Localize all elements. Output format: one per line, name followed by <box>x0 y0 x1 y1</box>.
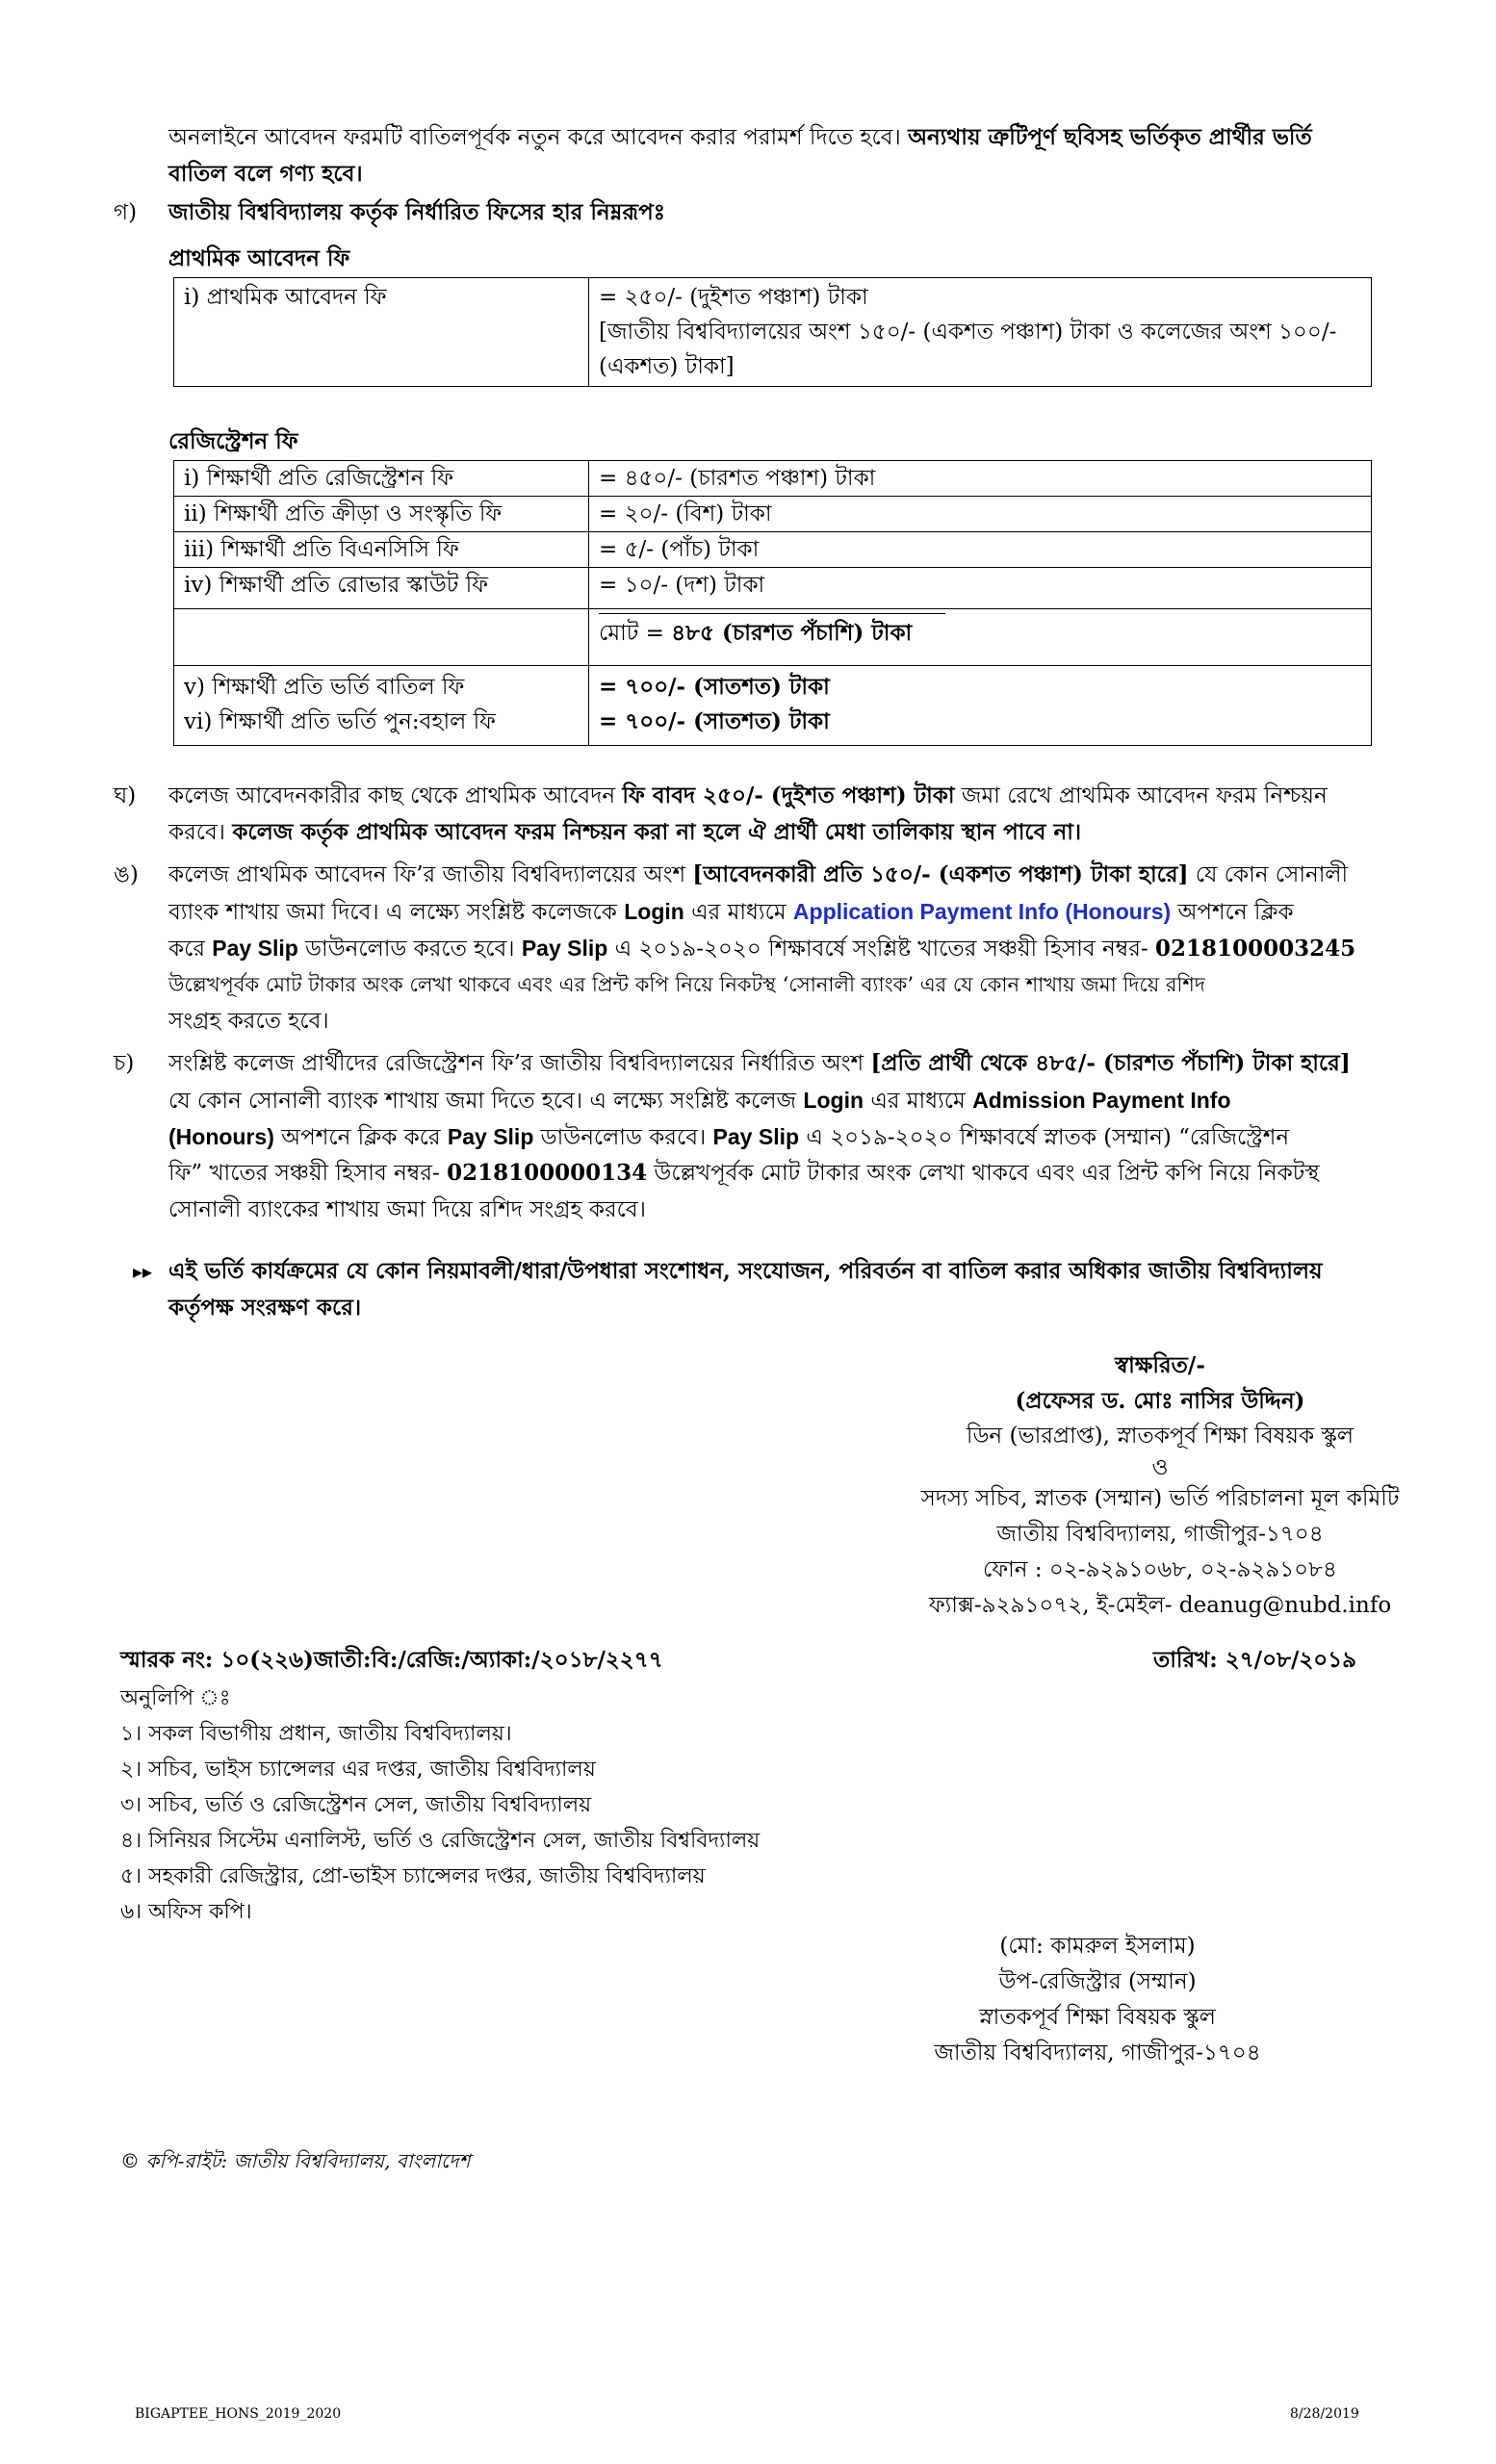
intro-line-1 <box>168 119 1381 156</box>
item-uma-line-4: উল্লেখপূর্বক মোট টাকার অংক লেখা থাকবে এবং এর প্রিন্ট কপি নিয়ে নিকটস্থ ‘সোনালী ব্যাংক’ এর যে কোন শাখায় জমা দিয়ে রশিদ <box>168 973 1205 996</box>
text-span: কলেজ আবেদনকারীর কাছ থেকে প্রাথমিক আবেদন <box>168 783 623 808</box>
registration-total-value: ৪৮৫ (চারশত পঁচাশি) টাকা <box>671 620 913 646</box>
notice-line-1: এই ভর্তি কার্যক্রমের যে কোন নিয়মাবলী/ধারা/উপধারা সংশোধন, সংযোজন, পরিবর্তন বা বাতিল করার অধিকার জাতীয় বিশ্ববিদ্যালয় <box>168 1258 1323 1284</box>
cc-item: ৩। সচিব, ভর্তি ও রেজিস্ট্রেশন সেল, জাতীয় বিশ্ববিদ্যালয় <box>120 1793 592 1817</box>
member-secretary-title: সদস্য সচিব, স্নাতক (সম্মান) ভর্তি পরিচালনা মূল কমিটি <box>920 1486 1400 1511</box>
cancel-fee-value: = ৭০০/- (সাতশত) টাকা <box>599 674 830 700</box>
pay-slip-text: Pay Slip <box>712 1124 800 1149</box>
admission-payment-info-text: Admission Payment Info <box>972 1088 1231 1113</box>
cc-item: ৫। সহকারী রেজিস্ট্রার, প্রো-ভাইস চ্যান্সেলর দপ্তর, জাতীয় বিশ্ববিদ্যালয় <box>120 1864 706 1888</box>
text-span: অপশনে ক্লিক <box>1171 900 1294 925</box>
double-arrow-icon: ▸▸ <box>133 1260 153 1283</box>
text-span: ডাউনলোড করবে। <box>533 1125 713 1150</box>
login-text: Login <box>803 1088 864 1113</box>
cc-item: ২। সচিব, ভাইস চ্যান্সেলর এর দপ্তর, জাতীয় বিশ্ববিদ্যালয় <box>120 1758 596 1782</box>
registrar-name: (মো: কামরুল ইসলাম) <box>999 1934 1196 1959</box>
item-cha-marker: চ) <box>114 1051 135 1076</box>
honours-text: (Honours) <box>168 1124 274 1149</box>
registrar-address: জাতীয় বিশ্ববিদ্যালয়, গাজীপুর-১৭০৪ <box>934 2040 1261 2066</box>
text-span: এ ২০১৯-২০২০ শিক্ষাবর্ষে স্নাতক (সম্মান) “রেজিস্ট্রেশন <box>799 1125 1290 1150</box>
registration-value: = ১০/- (দশ) টাকা <box>589 568 1372 609</box>
phone-numbers: ফোন : ০২-৯২৯১০৬৮, ০২-৯২৯১০৮৪ <box>983 1557 1337 1582</box>
item-cha-line-5: সোনালী ব্যাংকের শাখায় জমা দিয়ে রশিদ সংগ্রহ করবে। <box>168 1197 646 1222</box>
signed-text: স্বাক্ষরিত/- <box>1115 1352 1205 1378</box>
text-span: যে কোন সোনালী <box>1188 862 1349 887</box>
registration-label: iii) শিক্ষার্থী প্রতি বিএনসিসি ফি <box>174 532 589 568</box>
prelim-fee-note-2: (একশত) টাকা] <box>599 354 735 379</box>
text-span: ডাউনলোড করতে হবে। <box>297 937 522 962</box>
text-span: অপশনে ক্লিক করে <box>273 1125 448 1150</box>
registration-heading: রেজিস্ট্রেশন ফি <box>168 428 298 454</box>
signature-block-dean <box>847 1348 1473 1624</box>
rate-text: [আবেদনকারী প্রতি ১৫০/- (একশত পঞ্চাশ) টাকা হারে] <box>692 861 1189 887</box>
application-payment-info-link[interactable]: Application Payment Info (Honours) <box>792 899 1172 924</box>
fee-amount: ফি বাবদ ২৫০/- (দুইশত পঞ্চাশ) টাকা <box>622 783 955 808</box>
text-span: যে কোন সোনালী ব্যাংক শাখায় জমা দিতে হবে। এ লক্ষ্যে সংশ্লিষ্ট কলেজ <box>168 1089 804 1114</box>
registration-fee-table <box>173 460 1372 746</box>
text-span: এর মাধ্যমে <box>864 1089 973 1114</box>
registration-label: ii) শিক্ষার্থী প্রতি ক্রীড়া ও সংস্কৃতি ফি <box>174 497 589 532</box>
intro-warning: অন্যথায় ত্রুটিপূর্ণ ছবিসহ ভর্তিকৃত প্রার্থীর ভর্তি <box>908 124 1312 150</box>
registrar-title: উপ-রেজিস্ট্রার (সম্মান) <box>998 1969 1197 1994</box>
item-cha-line-3 <box>168 1118 1391 1156</box>
cancel-fee-label: v) শিক্ষার্থী প্রতি ভর্তি বাতিল ফি <box>184 675 465 700</box>
cc-heading: অনুলিপি ঃ <box>120 1686 231 1710</box>
pay-slip-text: Pay Slip <box>521 936 608 961</box>
prelim-fee-table <box>173 277 1372 387</box>
prelim-fee-value: = ২৫০/- (দুইশত পঞ্চাশ) টাকা <box>599 285 868 310</box>
footer-filename: BIGAPTEE_HONS_2019_2020 <box>135 2406 342 2422</box>
item-ga-text: জাতীয় বিশ্ববিদ্যালয় কর্তৃক নির্ধারিত ফিসের হার নিম্নরূপঃ <box>168 199 665 225</box>
registration-value: = ৪৫০/- (চারশত পঞ্চাশ) টাকা <box>589 461 1372 497</box>
cc-item: ১। সকল বিভাগীয় প্রধান, জাতীয় বিশ্ববিদ্যালয়। <box>120 1722 512 1746</box>
university-address: জাতীয় বিশ্ববিদ্যালয়, গাজীপুর-১৭০৪ <box>996 1522 1324 1547</box>
reinstate-fee-value: = ৭০০/- (সাতশত) টাকা <box>599 708 830 734</box>
registration-extra-values <box>589 666 1372 746</box>
memo-date: তারিখ: ২৭/০৮/২০১৯ <box>1153 1647 1357 1673</box>
intro-line-2: বাতিল বলে গণ্য হবে। <box>168 161 363 187</box>
text-span: উল্লেখপূর্বক মোট টাকার অংক লেখা থাকবে এবং এর প্রিন্ট কপি নিয়ে নিকটস্থ <box>647 1161 1320 1186</box>
registration-value: = ২০/- (বিশ) টাকা <box>589 497 1372 532</box>
prelim-fee-row <box>174 278 1372 387</box>
item-uma-line-2 <box>168 893 1391 931</box>
footer-date: 8/28/2019 <box>1290 2406 1359 2422</box>
item-uma-marker: ঙ) <box>114 862 139 887</box>
text-span: এ ২০১৯-২০২০ শিক্ষাবর্ষে সংশ্লিষ্ট খাতের সঞ্চয়ী হিসাব নম্বর- <box>607 937 1156 962</box>
registration-value: = ৫/- (পাঁচ) টাকা <box>589 532 1372 568</box>
text-span: এর মাধ্যমে <box>684 900 793 925</box>
text-span: কলেজ প্রাথমিক আবেদন ফি’র জাতীয় বিশ্ববিদ্যালয়ের অংশ <box>168 862 693 887</box>
registration-row <box>174 461 1372 497</box>
cc-item: ৪। সিনিয়র সিস্টেম এনালিস্ট, ভর্তি ও রেজিস্ট্রেশন সেল, জাতীয় বিশ্ববিদ্যালয় <box>120 1829 761 1853</box>
text-span: করে <box>168 937 213 962</box>
cc-list <box>120 1681 760 1930</box>
reinstate-fee-label: vi) শিক্ষার্থী প্রতি ভর্তি পুন:বহাল ফি <box>184 709 496 734</box>
item-cha-line-4 <box>168 1155 1391 1192</box>
fax-email: ফ্যাক্স-৯২৯১০৭২, ই-মেইল- deanug@nubd.info <box>928 1593 1392 1618</box>
pay-slip-text: Pay Slip <box>212 936 298 961</box>
item-ga-marker: গ) <box>114 200 138 225</box>
notice-line-2: কর্তৃপক্ষ সংরক্ষণ করে। <box>168 1295 362 1321</box>
text-span: সংশ্লিষ্ট কলেজ প্রার্থীদের রেজিস্ট্রেশন ফি’র জাতীয় বিশ্ববিদ্যালয়ের নির্ধারিত অংশ <box>168 1051 871 1076</box>
text-span: ফি” খাতের সঞ্চয়ী হিসাব নম্বর- <box>168 1161 448 1186</box>
login-text: Login <box>624 899 684 924</box>
account-number: 0218100000134 <box>447 1160 648 1186</box>
dean-title: ডিন (ভারপ্রাপ্ত), স্নাতকপূর্ব শিক্ষা বিষয়ক স্কুল <box>966 1424 1354 1449</box>
item-gha-line-2 <box>168 814 1381 851</box>
cc-item: ৬। অফিস কপি। <box>120 1900 252 1924</box>
registration-extra-labels <box>174 666 589 746</box>
registration-extra-row <box>174 666 1372 746</box>
text-span: করবে। <box>168 820 233 845</box>
registration-row <box>174 532 1372 568</box>
total-rule <box>599 613 945 614</box>
text-span: জমা রেখে প্রাথমিক আবেদন ফরম নিশ্চয়ন <box>954 783 1328 808</box>
text-span: ব্যাংক শাখায় জমা দিবে। এ লক্ষ্যে সংশ্লিষ্ট কলেজকে <box>168 900 625 925</box>
prelim-fee-label: i) প্রাথমিক আবেদন ফি <box>174 278 589 387</box>
copyright-text: © কপি-রাইট: জাতীয় বিশ্ববিদ্যালয়, বাংলাদেশ <box>120 2149 471 2172</box>
item-uma-line-3 <box>168 930 1391 967</box>
memo-reference: স্মারক নং: ১০(২২৬)জাতী:বি:/রেজি:/অ্যাকা:/২০১৮/২২৭৭ <box>120 1647 663 1673</box>
registration-total-empty <box>174 609 589 666</box>
pay-slip-text: Pay Slip <box>447 1124 534 1149</box>
prelim-fee-note-1: [জাতীয় বিশ্ববিদ্যালয়ের অংশ ১৫০/- (একশত পঞ্চাশ) টাকা ও কলেজের অংশ ১০০/- <box>599 320 1337 345</box>
gha-warning: কলেজ কর্তৃক প্রাথমিক আবেদন ফরম নিশ্চয়ন করা না হলে ঐ প্রার্থী মেধা তালিকায় স্থান পাবে না। <box>232 819 1082 845</box>
item-cha-line-2 <box>168 1082 1391 1119</box>
registration-row <box>174 497 1372 532</box>
rate-text: [প্রতি প্রার্থী থেকে ৪৮৫/- (চারশত পঁচাশি) টাকা হারে] <box>870 1050 1351 1076</box>
registration-total-cell <box>589 609 1372 666</box>
registration-label: iv) শিক্ষার্থী প্রতি রোভার স্কাউট ফি <box>174 568 589 609</box>
item-gha-marker: ঘ) <box>114 783 137 808</box>
prelim-heading: প্রাথমিক আবেদন ফি <box>168 245 350 271</box>
dean-name: (প্রফেসর ড. মোঃ নাসির উদ্দিন) <box>1015 1388 1305 1414</box>
registration-total-label: মোট = <box>599 621 672 646</box>
prelim-fee-value-cell <box>589 278 1372 387</box>
registration-row <box>174 568 1372 609</box>
account-number: 0218100003245 <box>1155 936 1356 962</box>
registrar-department: স্নাতকপূর্ব শিক্ষা বিষয়ক স্কুল <box>979 2005 1216 2030</box>
item-uma-line-1 <box>168 857 1381 893</box>
intro-text: অনলাইনে আবেদন ফরমটি বাতিলপূর্বক নতুন করে আবেদন করার পরামর্শ দিতে হবে। <box>168 125 909 150</box>
registration-label: i) শিক্ষার্থী প্রতি রেজিস্ট্রেশন ফি <box>174 461 589 497</box>
signature-block-registrar <box>847 1929 1348 2071</box>
and-text: ও <box>1151 1455 1169 1480</box>
item-cha-line-1 <box>168 1045 1391 1082</box>
registration-total-row <box>174 609 1372 666</box>
item-uma-line-5: সংগ্রহ করতে হবে। <box>168 1009 329 1034</box>
item-gha-line-1 <box>168 778 1381 814</box>
